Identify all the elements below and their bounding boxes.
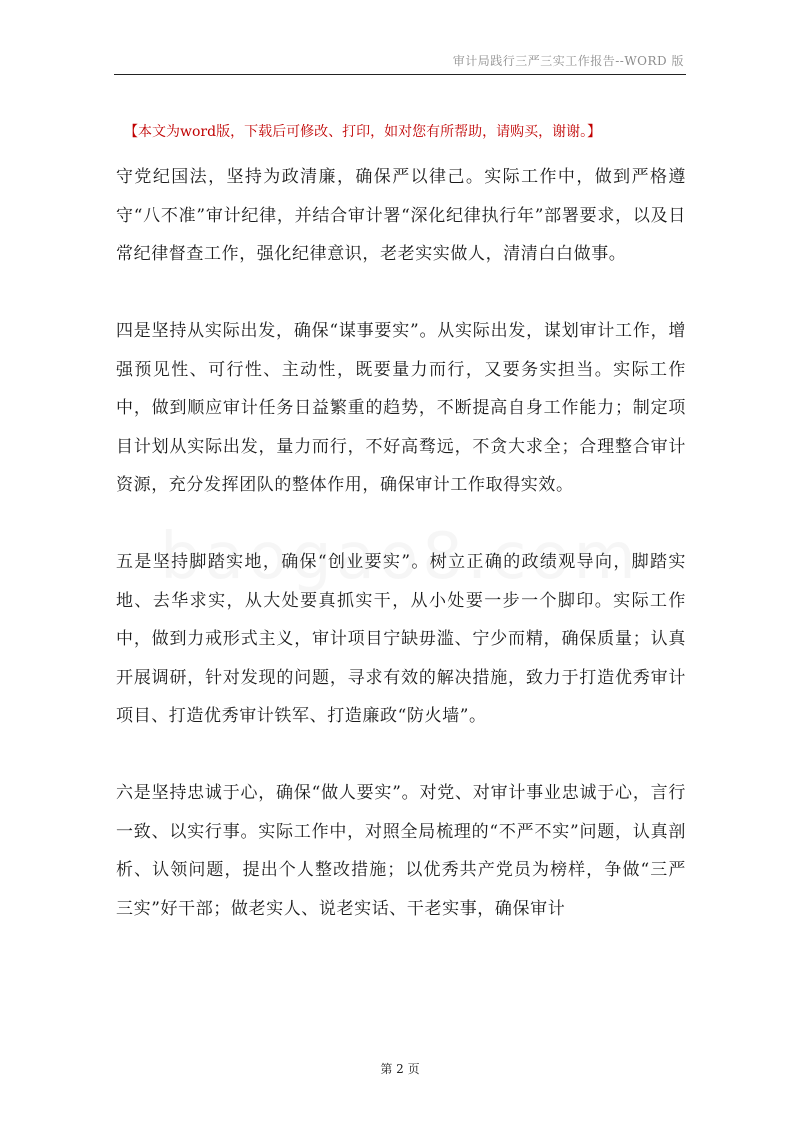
page-number: 第 2 页 bbox=[380, 1062, 420, 1076]
header-divider bbox=[114, 74, 686, 75]
document-header-title: 审计局践行三严三实工作报告--WORD 版 bbox=[452, 54, 684, 68]
paragraph-four: 四是坚持从实际出发，确保“谋事要实”。从实际出发，谋划审计工作，增强预见性、可行性、主动性，既要量力而行，又要务实担当。实际工作中，做到顺应审计任务日益繁重的趋势，不断提高自身工作能力；制定项目计划从实际出发，量力而行，不好高骛远，不贪大求全；合理整合审计资源，充分发挥团队的整体作用，确保审计工作取得实效。 bbox=[116, 321, 686, 495]
paragraph-five: 五是坚持脚踏实地，确保“创业要实”。树立正确的政绩观导向，脚踏实地、去华求实，从大处要真抓实干，从小处要一步一个脚印。实际工作中，做到力戒形式主义，审计项目宁缺毋滥、宁少而精，确保质量；认真开展调研，针对发现的问题，寻求有效的解决措施，致力于打造优秀审计项目、打造优秀审计铁军、打造廉政“防火墙”。 bbox=[116, 552, 686, 726]
download-notice: 【本文为word版，下载后可修改、打印，如对您有所帮助，请购买，谢谢。】 bbox=[124, 124, 602, 140]
document-body bbox=[116, 158, 686, 928]
paragraph-discipline: 守党纪国法，坚持为政清廉，确保严以律己。实际工作中，做到严格遵守“八不准”审计纪律，并结合审计署“深化纪律执行年”部署要求，以及日常纪律督查工作，强化纪律意识，老老实实做人，清清白白做事。 bbox=[116, 167, 686, 264]
paragraph-six: 六是坚持忠诚于心，确保“做人要实”。对党、对审计事业忠诚于心，言行一致、以实行事。实际工作中，对照全局梳理的“不严不实”问题，认真剖析、认领问题，提出个人整改措施；以优秀共产党员为榜样，争做“三严三实”好干部；做老实人、说老实话、干老实事，确保审计 bbox=[116, 783, 686, 919]
